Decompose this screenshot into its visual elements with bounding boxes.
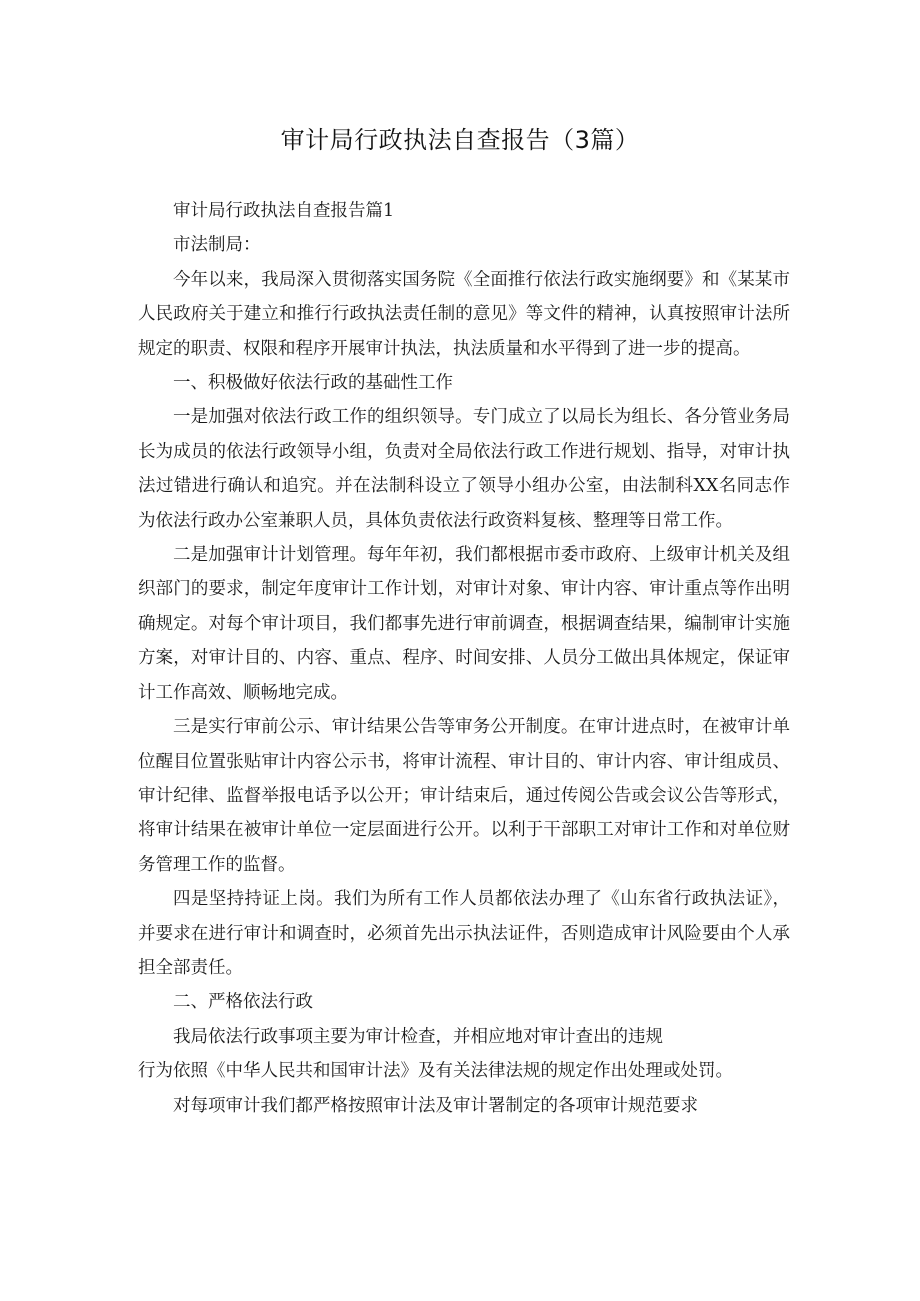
paragraph: 对每项审计我们都严格按照审计法及审计署制定的各项审计规范要求 xyxy=(173,1095,698,1116)
section-heading: 二、严格依法行政 xyxy=(173,992,313,1013)
paragraph: 我局依法行政事项主要为审计检查，并相应地对审计查出的违规 xyxy=(173,1026,663,1047)
document-body xyxy=(138,194,790,1123)
paragraph: 四是坚持持证上岗。我们为所有工作人员都依法办理了《山东省行政执法证》，并要求在进行审计和调查时，必须首先出示执法证件，否则造成审计风险要由个人承担全部责任。 xyxy=(138,889,790,978)
paragraph: 行为依照《中华人民共和国审计法》及有关法律法规的规定作出处理或处罚。 xyxy=(138,1061,733,1082)
paragraph: 今年以来，我局深入贯彻落实国务院《全面推行依法行政实施纲要》和《某某市人民政府关于建立和推行行政执法责任制的意见》等文件的精神，认真按照审计法所规定的职责、权限和程序开展审计执法，执法质量和水平得到了进一步的提高。 xyxy=(138,269,790,359)
paragraph: 一是加强对依法行政工作的组织领导。专门成立了以局长为组长、各分管业务局长为成员的依法行政领导小组，负责对全局依法行政工作进行规划、指导，对审计执法过错进行确认和追究。并在法制科设立了领导小组办公室，由法制科XX名同志作为依法行政办公室兼职人员，具体负责依法行政资料复核、整理等日常工作。 xyxy=(138,407,790,531)
section-heading: 审计局行政执法自查报告篇1 xyxy=(173,201,395,221)
document-title: 审计局行政执法自查报告（3篇） xyxy=(280,126,640,154)
paragraph: 二是加强审计计划管理。每年年初，我们都根据市委市政府、上级审计机关及组织部门的要求，制定年度审计工作计划，对审计对象、审计内容、审计重点等作出明确规定。对每个审计项目，我们都事先进行审前调查，根据调查结果，编制审计实施方案，对审计目的、内容、重点、程序、时间安排、人员分工做出具体规定，保证审计工作高效、顺畅地完成。 xyxy=(138,545,790,703)
section-heading: 一、积极做好依法行政的基础性工作 xyxy=(173,373,453,394)
paragraph: 三是实行审前公示、审计结果公告等审务公开制度。在审计进点时，在被审计单位醒目位置张贴审计内容公示书，将审计流程、审计目的、审计内容、审计组成员、审计纪律、监督举报电话予以公开；审计结束后，通过传阅公告或会议公告等形式，将审计结果在被审计单位一定层面进行公开。以利于干部职工对审计工作和对单位财务管理工作的监督。 xyxy=(138,717,790,875)
salutation: 市法制局： xyxy=(173,235,261,256)
